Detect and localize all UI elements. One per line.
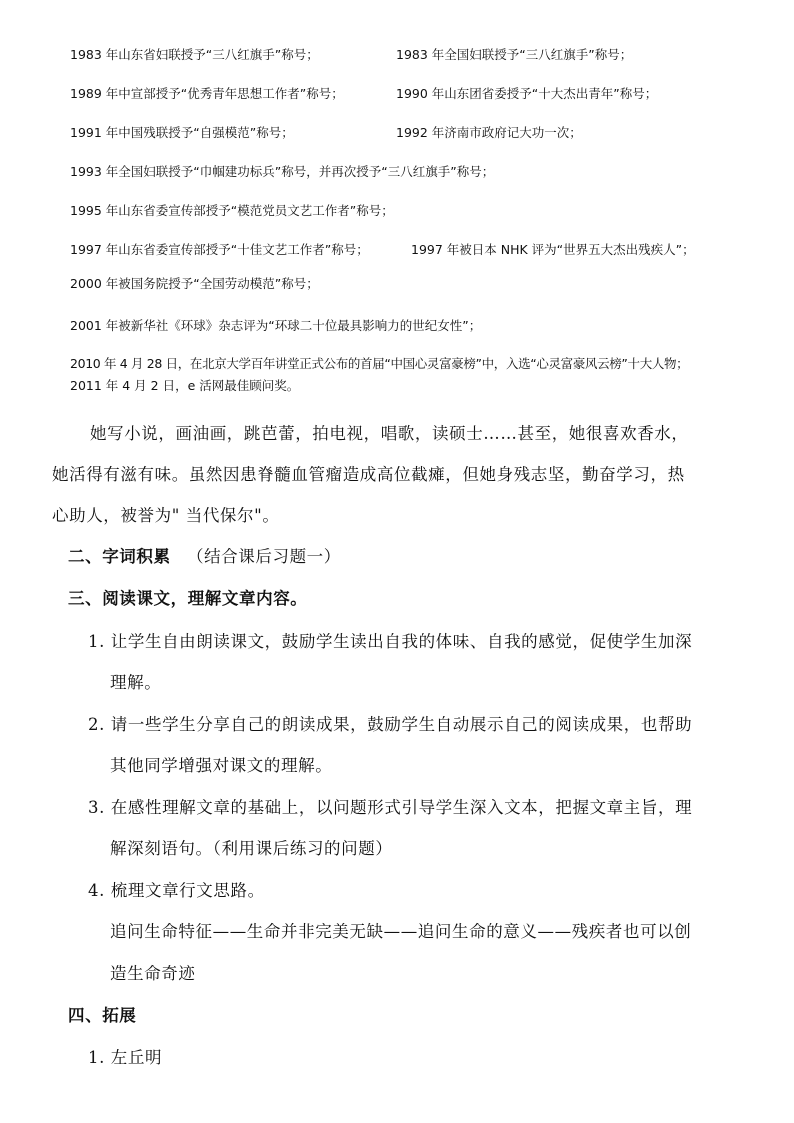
section-4-item-1: 1. 左丘明 (88, 1048, 163, 1067)
honor-2001: 2001 年被新华社《环球》杂志评为“环球二十位最具影响力的世纪女性”； (70, 318, 482, 333)
honor-1990: 1990 年山东团省委授予“十大杰出青年”称号； (396, 86, 658, 101)
section-2-title: 二、字词积累 (68, 547, 171, 566)
bio-line-1: 她写小说，画油画，跳芭蕾，拍电视，唱歌，读硕士……甚至，她很喜欢香水， (90, 424, 689, 443)
honor-1995: 1995 年山东省委宣传部授予“模范党员文艺工作者”称号； (70, 203, 394, 218)
honor-1983-shandong: 1983 年山东省妇联授予“三八红旗手”称号； (70, 47, 319, 62)
honor-1993: 1993 年全国妇联授予“巾帼建功标兵”称号，并再次授予“三八红旗手”称号； (70, 164, 495, 179)
honor-1989: 1989 年中宣部授予“优秀青年思想工作者”称号； (70, 86, 344, 101)
section-4-title: 四、拓展 (68, 1006, 137, 1025)
section-2-note: （结合课后习题一） (186, 547, 341, 566)
honor-1991: 1991 年中国残联授予“自强模范”称号； (70, 125, 294, 140)
flow-line-2: 造生命奇迹 (110, 964, 196, 983)
item-2-line-2: 其他同学增强对课文的理解。 (110, 756, 333, 775)
honor-1992: 1992 年济南市政府记大功一次； (396, 125, 582, 140)
honor-2000: 2000 年被国务院授予“全国劳动模范”称号； (70, 276, 319, 291)
flow-line-1: 追问生命特征——生命并非完美无缺——追问生命的意义——残疾者也可以创 (110, 922, 692, 941)
section-2-heading (68, 543, 341, 567)
item-3-line-2: 解深刻语句。（利用课后练习的问题） (110, 839, 393, 858)
honor-1997-shandong: 1997 年山东省委宣传部授予“十佳文艺工作者”称号； (70, 242, 369, 257)
bio-line-2: 她活得有滋有味。虽然因患脊髓血管瘤造成高位截瘫，但她身残志坚，勤奋学习，热 (52, 465, 685, 484)
item-1-line-2: 理解。 (110, 673, 162, 692)
honor-1997-nhk: 1997 年被日本 NHK 评为“世界五大杰出残疾人”； (411, 242, 695, 257)
honor-1983-national: 1983 年全国妇联授予“三八红旗手”称号； (396, 47, 633, 62)
item-4: 4. 梳理文章行文思路。 (88, 881, 265, 900)
section-3-title: 三、阅读课文，理解文章内容。 (68, 589, 308, 608)
bio-line-3: 心助人，被誉为" 当代保尔"。 (52, 506, 280, 525)
item-3-line-1: 3. 在感性理解文章的基础上，以问题形式引导学生深入文本，把握文章主旨，理 (88, 798, 693, 817)
honor-2011: 2011 年 4 月 2 日，e 活网最佳顾问奖。 (70, 378, 300, 393)
item-1-line-1: 1. 让学生自由朗读课文，鼓励学生读出自我的体味、自我的感觉，促使学生加深 (88, 632, 693, 651)
honor-2010: 2010 年 4 月 28 日，在北京大学百年讲堂正式公布的首届“中国心灵富豪榜”中，入选“心灵富豪风云榜”十大人物； (70, 356, 689, 371)
item-2-line-1: 2. 请一些学生分享自己的朗读成果，鼓励学生自动展示自己的阅读成果，也帮助 (88, 715, 693, 734)
